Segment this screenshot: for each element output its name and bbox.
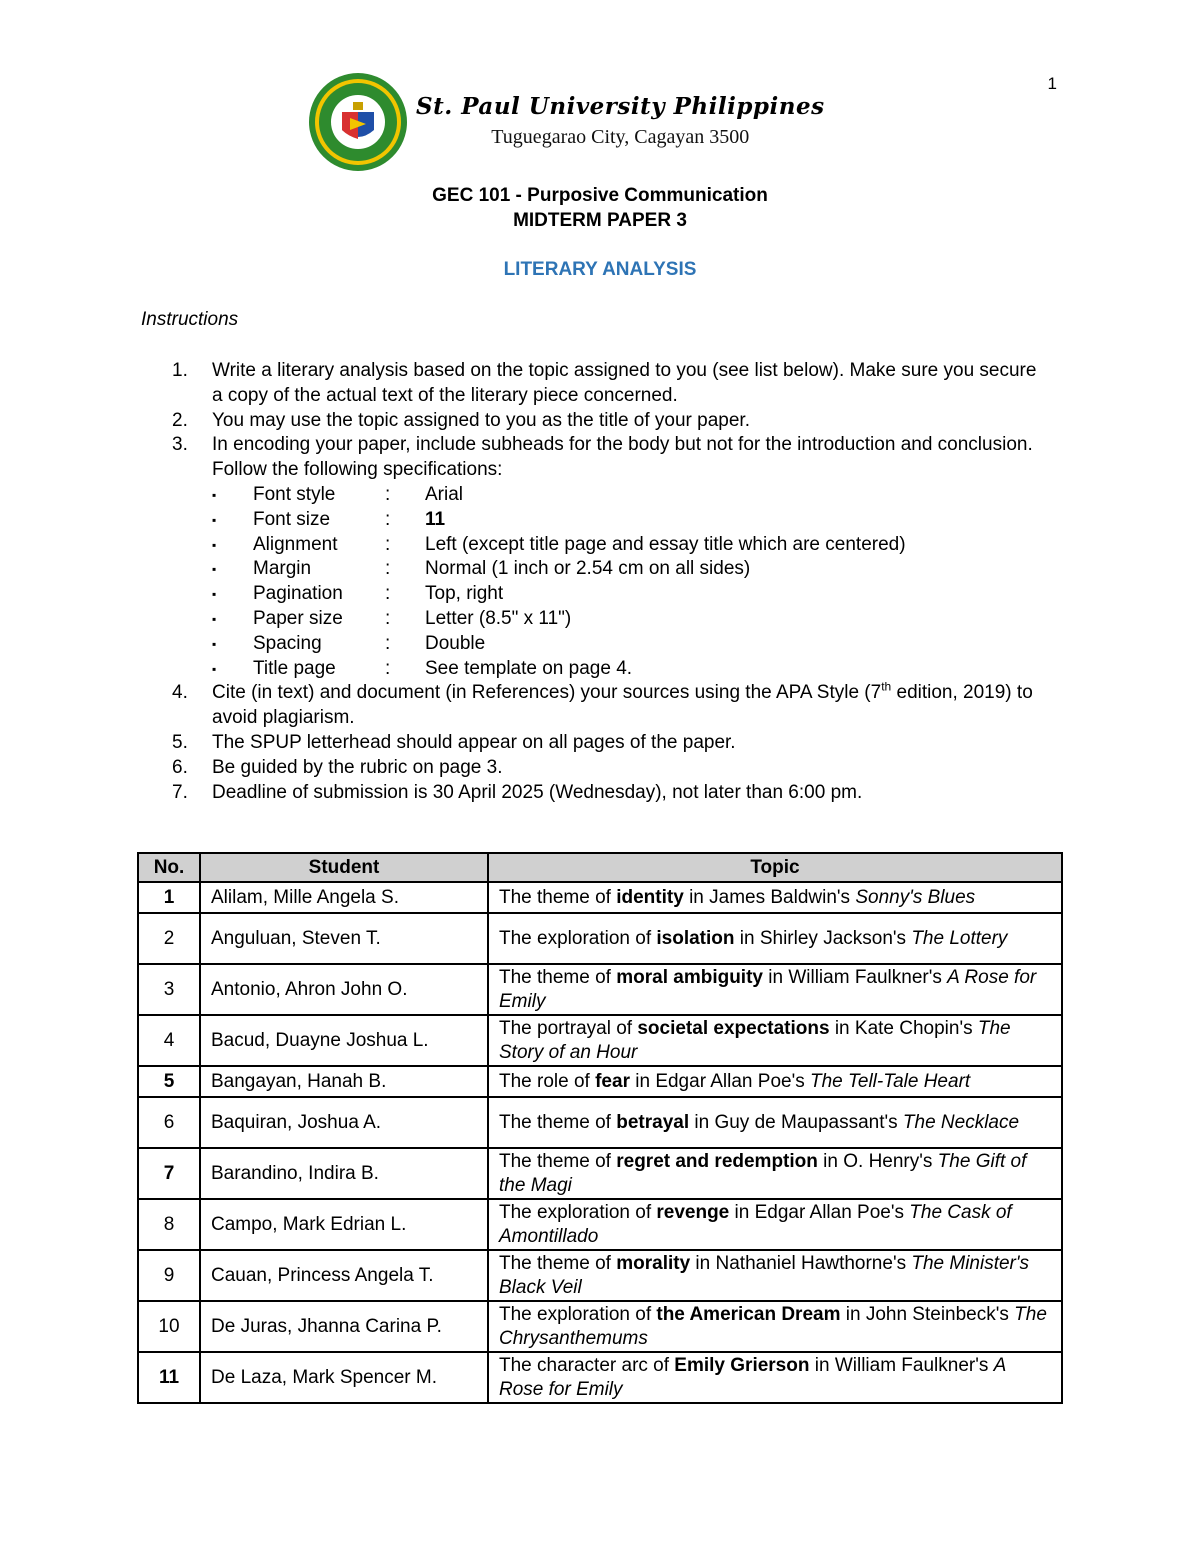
row-number: 11 — [138, 1352, 200, 1403]
spec-value: 11 — [425, 508, 446, 530]
spec-row — [212, 632, 1052, 657]
spec-value: Top, right — [425, 583, 504, 605]
spec-value: See template on page 4. — [425, 657, 633, 679]
square-bullet-icon: ▪ — [212, 611, 217, 626]
table-row — [138, 1097, 1062, 1148]
student-name: Bacud, Duayne Joshua L. — [200, 1015, 488, 1066]
topic-work-title: The Story of an Hour — [499, 1017, 1011, 1063]
square-bullet-icon: ▪ — [212, 562, 217, 577]
spec-row — [212, 607, 1052, 632]
topic-prefix: The theme of — [499, 1111, 617, 1133]
instruction-text — [212, 681, 1052, 731]
instruction-item — [172, 781, 1052, 806]
specifications-list — [212, 483, 1052, 681]
topic-work-title: The Gift of the Magi — [499, 1150, 1027, 1196]
student-name: Baquiran, Joshua A. — [200, 1097, 488, 1148]
analysis-title: LITERARY ANALYSIS — [503, 259, 697, 280]
topic-work-title: The Cask of Amontillado — [499, 1201, 1012, 1247]
topic-prefix: The theme of — [499, 1150, 617, 1172]
spec-colon: : — [385, 558, 391, 580]
row-number: 3 — [138, 964, 200, 1015]
topic-cell — [488, 913, 1062, 964]
square-bullet-icon: ▪ — [212, 587, 217, 602]
spec-colon: : — [385, 533, 391, 555]
instruction-text: Be guided by the rubric on page 3. — [212, 756, 503, 778]
topic-work-title: A Rose for Emily — [499, 1354, 1006, 1400]
spec-colon: : — [385, 607, 391, 629]
topic-prefix: The character arc of — [499, 1354, 675, 1376]
spec-label: Font style — [253, 483, 336, 505]
row-number: 10 — [138, 1301, 200, 1352]
table-row — [138, 1199, 1062, 1250]
topic-cell — [488, 1250, 1062, 1301]
topic-work-title: The Chrysanthemums — [499, 1303, 1047, 1349]
university-seal-icon — [308, 72, 408, 172]
row-number: 9 — [138, 1250, 200, 1301]
topic-cell — [488, 1097, 1062, 1148]
topic-prefix: The theme of — [499, 886, 617, 908]
square-bullet-icon: ▪ — [212, 487, 217, 502]
square-bullet-icon: ▪ — [212, 636, 217, 651]
spec-colon: : — [385, 483, 391, 505]
instruction-item — [172, 409, 1052, 434]
topic-work-title: Sonny's Blues — [855, 886, 976, 908]
instruction-number: 3. — [172, 434, 188, 456]
instruction-item — [172, 681, 1052, 731]
spec-label: Pagination — [253, 583, 343, 605]
instruction-text: You may use the topic assigned to you as the title of your paper. — [212, 409, 750, 431]
instruction-item — [172, 756, 1052, 781]
spec-row — [212, 582, 1052, 607]
column-header-topic: Topic — [488, 853, 1062, 882]
topic-prefix: The portrayal of — [499, 1017, 638, 1039]
instruction-item — [172, 433, 1052, 483]
spec-label: Spacing — [253, 632, 322, 654]
topic-keyword: betrayal — [616, 1111, 690, 1133]
spec-colon: : — [385, 508, 391, 530]
spec-row — [212, 657, 1052, 682]
student-name: Cauan, Princess Angela T. — [200, 1250, 488, 1301]
instruction-text-part: Cite (in text) and document (in References) your sources using the APA Style (7 — [212, 682, 882, 704]
row-number: 2 — [138, 913, 200, 964]
topic-cell — [488, 1301, 1062, 1352]
topic-prefix: The exploration of — [499, 927, 657, 949]
spec-value: Normal (1 inch or 2.54 cm on all sides) — [425, 558, 751, 580]
row-number: 8 — [138, 1199, 200, 1250]
superscript: th — [881, 680, 892, 695]
spec-label: Paper size — [253, 607, 343, 629]
topic-author: in Edgar Allan Poe's — [629, 1070, 810, 1092]
topic-cell — [488, 1015, 1062, 1066]
square-bullet-icon: ▪ — [212, 537, 217, 552]
table-row — [138, 1301, 1062, 1352]
instruction-text: The SPUP letterhead should appear on all pages of the paper. — [212, 731, 736, 753]
topic-cell — [488, 1148, 1062, 1199]
topic-cell — [488, 1352, 1062, 1403]
square-bullet-icon: ▪ — [212, 512, 217, 527]
spec-value: Arial — [425, 483, 464, 505]
topic-author: in Kate Chopin's — [829, 1017, 978, 1039]
table-row — [138, 882, 1062, 913]
row-number: 1 — [138, 882, 200, 913]
spec-row — [212, 483, 1052, 508]
student-name: Alilam, Mille Angela S. — [200, 882, 488, 913]
topic-cell — [488, 1199, 1062, 1250]
table-row — [138, 913, 1062, 964]
spec-value: Letter (8.5" x 11") — [425, 607, 572, 629]
topic-author: in James Baldwin's — [683, 886, 856, 908]
topic-keyword: regret and redemption — [616, 1150, 818, 1172]
topic-author: in O. Henry's — [817, 1150, 938, 1172]
spec-label: Title page — [253, 657, 336, 679]
topic-keyword: isolation — [656, 927, 735, 949]
spec-row — [212, 508, 1052, 533]
topic-author: in Edgar Allan Poe's — [729, 1201, 910, 1223]
table-row — [138, 1015, 1062, 1066]
instruction-text: In encoding your paper, include subheads for the body but not for the introduction and conclusion. Follow the following specifications: — [212, 434, 1033, 481]
topic-keyword: Emily Grierson — [674, 1354, 810, 1376]
row-number: 5 — [138, 1066, 200, 1097]
topic-author: in Shirley Jackson's — [734, 927, 912, 949]
student-name: Campo, Mark Edrian L. — [200, 1199, 488, 1250]
spec-colon: : — [385, 632, 391, 654]
topic-keyword: fear — [595, 1070, 630, 1092]
topic-keyword: revenge — [656, 1201, 730, 1223]
letterhead — [308, 72, 825, 172]
course-title: GEC 101 - Purposive Communication — [432, 185, 768, 206]
topic-author: in William Faulkner's — [809, 1354, 994, 1376]
square-bullet-icon: ▪ — [212, 661, 217, 676]
row-number: 7 — [138, 1148, 200, 1199]
topic-work-title: The Necklace — [902, 1111, 1020, 1133]
student-name: Barandino, Indira B. — [200, 1148, 488, 1199]
instruction-text: Write a literary analysis based on the topic assigned to you (see list below). Make sure you secure a copy of the actual text of the literary piece concerned. — [212, 360, 1037, 406]
topic-work-title: The Lottery — [911, 927, 1008, 949]
instruction-text-part: edition, 2019) to avoid plagiarism. — [212, 682, 1033, 729]
instruction-number: 5. — [172, 731, 188, 753]
instruction-item — [172, 359, 1052, 409]
row-number: 4 — [138, 1015, 200, 1066]
topic-cell — [488, 1066, 1062, 1097]
table-row — [138, 1250, 1062, 1301]
spec-row — [212, 533, 1052, 558]
instruction-text: Deadline of submission is 30 April 2025 (Wednesday), not later than 6:00 pm. — [212, 781, 863, 803]
instruction-number: 1. — [172, 360, 188, 381]
spec-value: Double — [425, 632, 486, 654]
paper-title: MIDTERM PAPER 3 — [513, 210, 687, 231]
topic-keyword: societal expectations — [637, 1017, 830, 1039]
student-name: Bangayan, Hanah B. — [200, 1066, 488, 1097]
instructions-label: Instructions — [141, 309, 239, 330]
spec-colon: : — [385, 657, 391, 679]
topic-work-title: A Rose for Emily — [499, 966, 1037, 1012]
topic-prefix: The theme of — [499, 1252, 617, 1274]
topic-work-title: The Tell-Tale Heart — [810, 1070, 971, 1092]
spec-row — [212, 557, 1052, 582]
topic-cell — [488, 964, 1062, 1015]
instructions-list — [172, 359, 1052, 805]
instruction-number: 6. — [172, 756, 188, 778]
topic-prefix: The exploration of — [499, 1201, 657, 1223]
topic-keyword: moral ambiguity — [616, 966, 763, 988]
row-number: 6 — [138, 1097, 200, 1148]
instruction-item — [172, 731, 1052, 756]
column-header-student: Student — [200, 853, 488, 882]
topic-author: in John Steinbeck's — [840, 1303, 1015, 1325]
student-name: Anguluan, Steven T. — [200, 913, 488, 964]
table-header-row — [138, 853, 1062, 882]
column-header-no: No. — [138, 853, 200, 882]
spec-colon: : — [385, 583, 391, 605]
topic-author: in William Faulkner's — [762, 966, 948, 988]
university-name: St. Paul University Philippines — [416, 93, 825, 120]
topic-prefix: The exploration of — [499, 1303, 657, 1325]
page-number: 1 — [1047, 74, 1057, 93]
university-address: Tuguegarao City, Cagayan 3500 — [491, 126, 750, 148]
topic-keyword: identity — [616, 886, 684, 908]
instruction-number: 7. — [172, 781, 188, 803]
topic-work-title: The Minister's Black Veil — [499, 1252, 1030, 1298]
spec-value: Left (except title page and essay title which are centered) — [425, 533, 906, 555]
topics-table — [137, 852, 1063, 1404]
spec-label: Font size — [253, 508, 331, 530]
student-name: Antonio, Ahron John O. — [200, 964, 488, 1015]
instruction-number: 2. — [172, 409, 188, 431]
topic-keyword: morality — [616, 1252, 691, 1274]
student-name: De Juras, Jhanna Carina P. — [200, 1301, 488, 1352]
topic-author: in Guy de Maupassant's — [689, 1111, 903, 1133]
topic-cell — [488, 882, 1062, 913]
table-row — [138, 1148, 1062, 1199]
table-row — [138, 1352, 1062, 1403]
table-row — [138, 964, 1062, 1015]
topic-author: in Nathaniel Hawthorne's — [690, 1252, 912, 1274]
student-name: De Laza, Mark Spencer M. — [200, 1352, 488, 1403]
spec-label: Alignment — [253, 533, 338, 555]
topic-keyword: the American Dream — [656, 1303, 841, 1325]
instruction-number: 4. — [172, 682, 188, 704]
topic-prefix: The theme of — [499, 966, 617, 988]
table-row — [138, 1066, 1062, 1097]
topic-prefix: The role of — [499, 1070, 596, 1092]
spec-label: Margin — [253, 558, 312, 580]
